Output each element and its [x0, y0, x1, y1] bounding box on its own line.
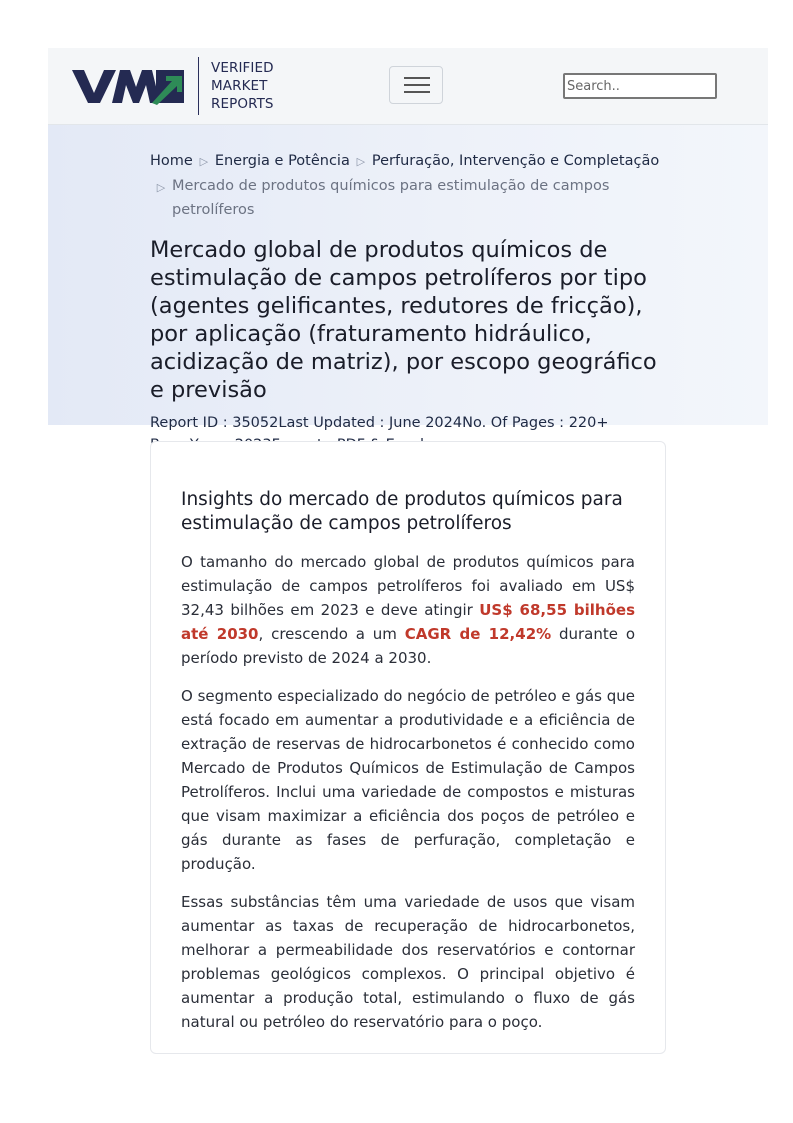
report-id-value: 35052	[232, 415, 279, 431]
page	[48, 48, 768, 1031]
hero-section	[48, 125, 768, 431]
insights-card-body	[181, 488, 635, 1048]
report-meta-row-1	[150, 412, 670, 434]
breadcrumb-row	[150, 149, 670, 174]
logo-line-reports: REPORTS	[211, 96, 274, 112]
breadcrumb-home[interactable]: Home	[150, 153, 193, 169]
chevron-right-icon: ▷	[356, 155, 366, 168]
hamburger-menu-button[interactable]	[389, 66, 443, 104]
page-title: Mercado global de produtos químicos de estimulação de campos petrolíferos por tipo (agentes gelificantes, redutores de fricção), por aplicação (fraturamento hidráulico, acidização de matriz), por escopo geográfico e previsão	[150, 237, 657, 403]
logo-divider	[198, 57, 199, 115]
breadcrumb-current-row	[150, 174, 670, 222]
breadcrumb-energy[interactable]: Energia e Potência	[214, 153, 350, 169]
last-updated-label: Last Updated :	[278, 415, 390, 431]
p1-text-b: , crescendo a um	[258, 625, 405, 643]
p1-text-c: durante o período previsto de 2024 a 2030.	[181, 625, 635, 667]
breadcrumb	[150, 149, 670, 222]
logo-text	[211, 59, 274, 113]
pages-label: No. Of Pages :	[462, 415, 569, 431]
hero-content	[150, 149, 670, 456]
vmr-logo-mark-icon	[72, 67, 184, 105]
logo-line-market: MARKET	[211, 78, 268, 94]
hamburger-icon	[404, 77, 430, 79]
site-logo[interactable]	[72, 56, 274, 116]
chevron-right-icon: ▷	[199, 155, 209, 168]
chevron-right-icon: ▷	[156, 181, 166, 194]
market-value-highlight: US$ 68,55 bilhões até 2030	[181, 601, 635, 643]
breadcrumb-current: Mercado de produtos químicos para estimulação de campos petrolíferos	[172, 178, 610, 218]
report-id-label: Report ID :	[150, 415, 233, 431]
search-input[interactable]	[563, 73, 717, 99]
insights-paragraph-1	[181, 550, 635, 670]
insights-paragraph-3: Essas substâncias têm uma variedade de usos que visam aumentar as taxas de recuperação de hidrocarbonetos, melhorar a permeabilidade dos reservatórios e contornar problemas geológicos complexos. O principal objetivo é aumentar a produção total, estimulando o fluxo de gás natural ou petróleo do reservatório para o poço.	[181, 893, 635, 1031]
insights-card	[150, 441, 666, 1054]
insights-title: Insights do mercado de produtos químicos para estimulação de campos petrolíferos	[181, 489, 623, 534]
p1-text-a: O tamanho do mercado global de produtos químicos para estimulação de campos petrolíferos foi avaliado em US$ 32,43 bilhões em 2023 e deve atingir	[181, 553, 635, 619]
pages-value: 220+	[568, 415, 609, 431]
insights-paragraph-2: O segmento especializado do negócio de petróleo e gás que está focado em aumentar a produtividade e a eficiência de extração de reservas de hidrocarbonetos é conhecido como Mercado de Produtos Químicos de Estimulação de Campos Petrolíferos. Inclui uma variedade de compostos e misturas que visam maximizar a eficiência dos poços de petróleo e gás durante as fases de perfuração, completação e produção.	[181, 687, 635, 873]
site-header	[48, 48, 768, 125]
logo-line-verified: VERIFIED	[211, 60, 274, 76]
breadcrumb-drilling[interactable]: Perfuração, Intervenção e Completação	[371, 153, 660, 169]
cagr-highlight: CAGR de 12,42%	[404, 625, 552, 643]
hamburger-icon-bar	[404, 91, 430, 93]
hamburger-icon-bar	[404, 84, 430, 86]
last-updated-value: June 2024	[389, 415, 463, 431]
